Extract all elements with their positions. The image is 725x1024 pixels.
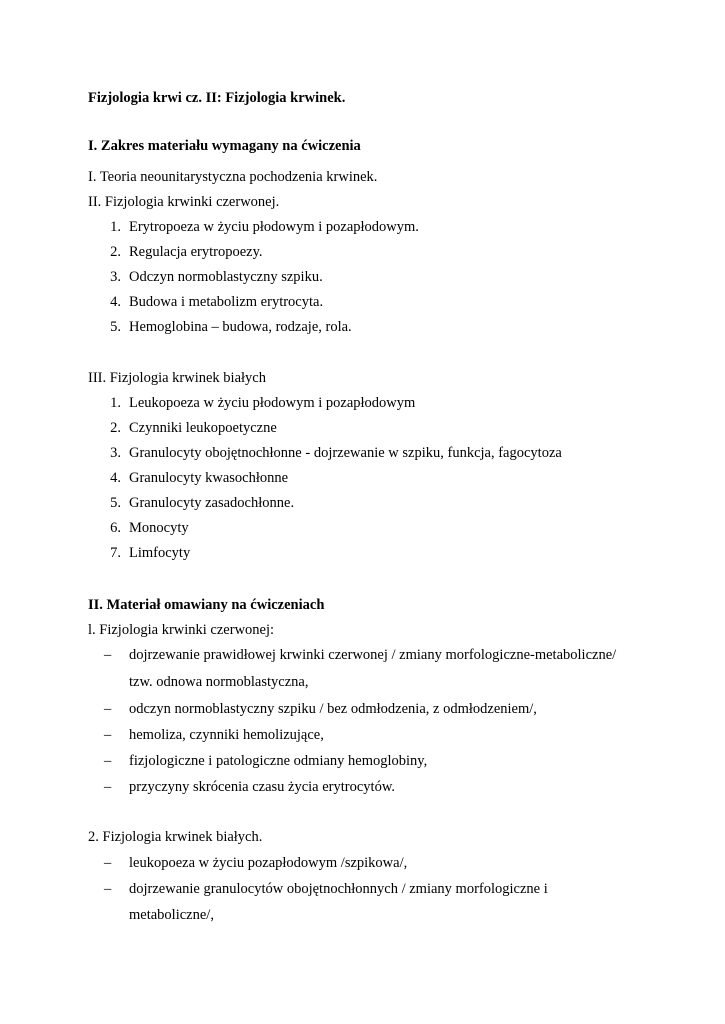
list-item: hemoliza, czynniki hemolizujące, [129, 727, 324, 743]
list-item: Granulocyty zasadochłonne. [129, 495, 295, 511]
section2-part1-heading: l. Fizjologia krwinki czerwonej: [88, 622, 275, 638]
list-item: odczyn normoblastyczny szpiku / bez odmłodzenia, z odmłodzeniem/, [129, 701, 537, 717]
list-item-number: 2. [110, 244, 121, 260]
dash-bullet: – [104, 647, 112, 663]
dash-bullet: – [104, 753, 112, 769]
list-item: Monocyty [129, 520, 189, 536]
list-item-number: 1. [110, 395, 121, 411]
dash-bullet: – [104, 881, 112, 897]
list-item: fizjologiczne i patologiczne odmiany hemoglobiny, [129, 753, 428, 769]
dash-bullet: – [104, 701, 112, 717]
list-item-continuation: tzw. odnowa normoblastyczna, [129, 674, 309, 690]
section1-line1: I. Teoria neounitarystyczna pochodzenia krwinek. [88, 169, 378, 185]
list-item-number: 6. [110, 520, 121, 536]
list-item: Odczyn normoblastyczny szpiku. [129, 269, 323, 285]
list-item: Regulacja erytropoezy. [129, 244, 263, 260]
list-item: Hemoglobina – budowa, rodzaje, rola. [129, 319, 352, 335]
list-item: przyczyny skrócenia czasu życia erytrocytów. [129, 779, 395, 795]
document-title: Fizjologia krwi cz. II: Fizjologia krwinek. [88, 90, 346, 106]
list-item: Erytropoeza w życiu płodowym i pozapłodowym. [129, 219, 419, 235]
list-item-number: 5. [110, 495, 121, 511]
list-item: Czynniki leukopoetyczne [129, 420, 277, 436]
section1-part3-heading: III. Fizjologia krwinek białych [88, 370, 266, 386]
list-item-number: 4. [110, 470, 121, 486]
list-item-number: 3. [110, 445, 121, 461]
list-item: Limfocyty [129, 545, 191, 561]
list-item-number: 2. [110, 420, 121, 436]
section1-part2-heading: II. Fizjologia krwinki czerwonej. [88, 194, 280, 210]
list-item-number: 7. [110, 545, 121, 561]
list-item-number: 1. [110, 219, 121, 235]
list-item-number: 4. [110, 294, 121, 310]
dash-bullet: – [104, 779, 112, 795]
section2-heading: II. Materiał omawiany na ćwiczeniach [88, 597, 325, 613]
list-item: Granulocyty kwasochłonne [129, 470, 289, 486]
dash-bullet: – [104, 727, 112, 743]
section1-heading: I. Zakres materiału wymagany na ćwiczenia [88, 138, 361, 154]
section2-part2-heading: 2. Fizjologia krwinek białych. [88, 829, 263, 845]
list-item: Budowa i metabolizm erytrocyta. [129, 294, 324, 310]
list-item: dojrzewanie prawidłowej krwinki czerwonej / zmiany morfologiczne-metaboliczne/ [129, 647, 617, 663]
dash-bullet: – [104, 855, 112, 871]
list-item: dojrzewanie granulocytów obojętnochłonnych / zmiany morfologiczne i [129, 881, 548, 897]
list-item-continuation: metaboliczne/, [129, 907, 214, 923]
list-item: Granulocyty obojętnochłonne - dojrzewanie w szpiku, funkcja, fagocytoza [129, 445, 562, 461]
list-item-number: 3. [110, 269, 121, 285]
list-item: leukopoeza w życiu pozapłodowym /szpikowa/, [129, 855, 408, 871]
list-item: Leukopoeza w życiu płodowym i pozapłodowym [129, 395, 416, 411]
list-item-number: 5. [110, 319, 121, 335]
